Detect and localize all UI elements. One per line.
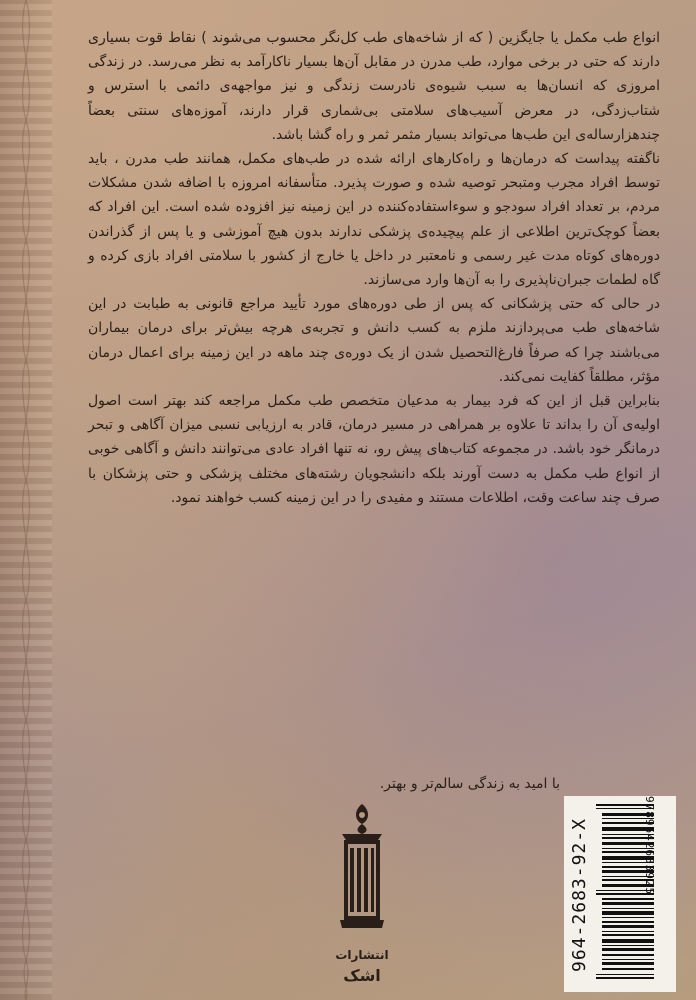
ean-number: 9789642683925 — [643, 796, 656, 896]
publisher-label: انتشارات — [335, 948, 389, 962]
paragraph-1: انواع طب مکمل یا جایگزین ( که از شاخه‌های طب کل‌نگر محسوب می‌شوند ) نقاط قوت بسیاری دارند که حتی در برخی موارد، طب مدرن در مقابل آن‌ها بسیار ناکارآمد به نظر می‌رسد. در زندگی امروزی که انسان‌ها به سبب شیوه‌ی نادرست زندگی و نیز مواجهه‌ی دائمی با استرس و شتاب‌زدگی، در معرض آسیب‌های سلامتی بی‌شماری قرار دارند، آموزه‌های سنتی بعضاً چندهزارساله‌ی این طب‌ها می‌تواند بسیار مثمر ثمر و راه گشا باشد. — [88, 30, 660, 143]
barcode-label — [564, 796, 676, 992]
ornament-pattern — [10, 0, 42, 1000]
publisher-emblem-icon — [332, 800, 392, 950]
paragraph-2: ناگفته پیداست که درمان‌ها و راه‌کارهای ارائه شده در طب‌های مکمل، همانند طب مدرن ، باید توسط افراد مجرب ومتبحر توصیه شده و صورت پذیرد. متأسفانه امروزه با اضافه شدن مشکلات مردم، بر تعداد افراد سودجو و سوءاستفاده‌کننده در این زمینه نیز افزوده شده است. این افراد که بعضاً کوچک‌ترین اطلاعی از علم پیچیده‌ی پزشکی ندارند بدون هیچ آموزشی و یا پس از گذراندن دوره‌های کوتاه مدت غیر رسمی و نامعتبر در داخل یا خارج از کشور با سلامتی افراد بازی کرده و گاه لطمات جبران‌ناپذیری را به آن‌ها وارد می‌سازند. — [88, 151, 660, 289]
decorative-border — [0, 0, 52, 1000]
back-cover-text — [88, 26, 660, 510]
paragraph-3: در حالی که حتی پزشکانی که پس از طی دوره‌های مورد تأیید مراجع قانونی به طبابت در این شاخه‌های طب می‌پردازند ملزم به کسب دانش و تجربه‌ی هرچه بیش‌تر برای درمان بیماران می‌باشند چرا که صرفاً فارغ‌التحصیل شدن از یک دوره‌ی چند ماهه در این زمینه برای اعمال درمان مؤثر، مطلقاً کفایت نمی‌کند. — [88, 296, 660, 385]
publisher-name: اشک — [343, 966, 381, 985]
isbn-number: 964-2683-92-X — [569, 818, 590, 972]
closing-line: با امید به زندگی سالم‌تر و بهتر. — [379, 776, 560, 792]
barcode-icon — [596, 804, 668, 984]
publisher-logo — [322, 800, 402, 990]
paragraph-4: بنابراین قبل از این که فرد بیمار به مدعیان متخصص طب مکمل مراجعه کند بهتر است اصول اولیه‌ی آن را بداند تا علاوه بر همراهی در مسیر درمان، قادر به ارزیابی نسبی میزان آگاهی و تبحر درمانگر خود باشد. در مجموعه کتاب‌های پیش رو، نه تنها افراد عادی می‌توانند دانش و آگاهی خوبی از انواع طب مکمل به دست آورند بلکه دانشجویان رشته‌های مختلف پزشکی و حتی پزشکان با صرف چند ساعت وقت، اطلاعات مستند و مفیدی را در این زمینه کسب خواهند نمود. — [88, 393, 660, 506]
